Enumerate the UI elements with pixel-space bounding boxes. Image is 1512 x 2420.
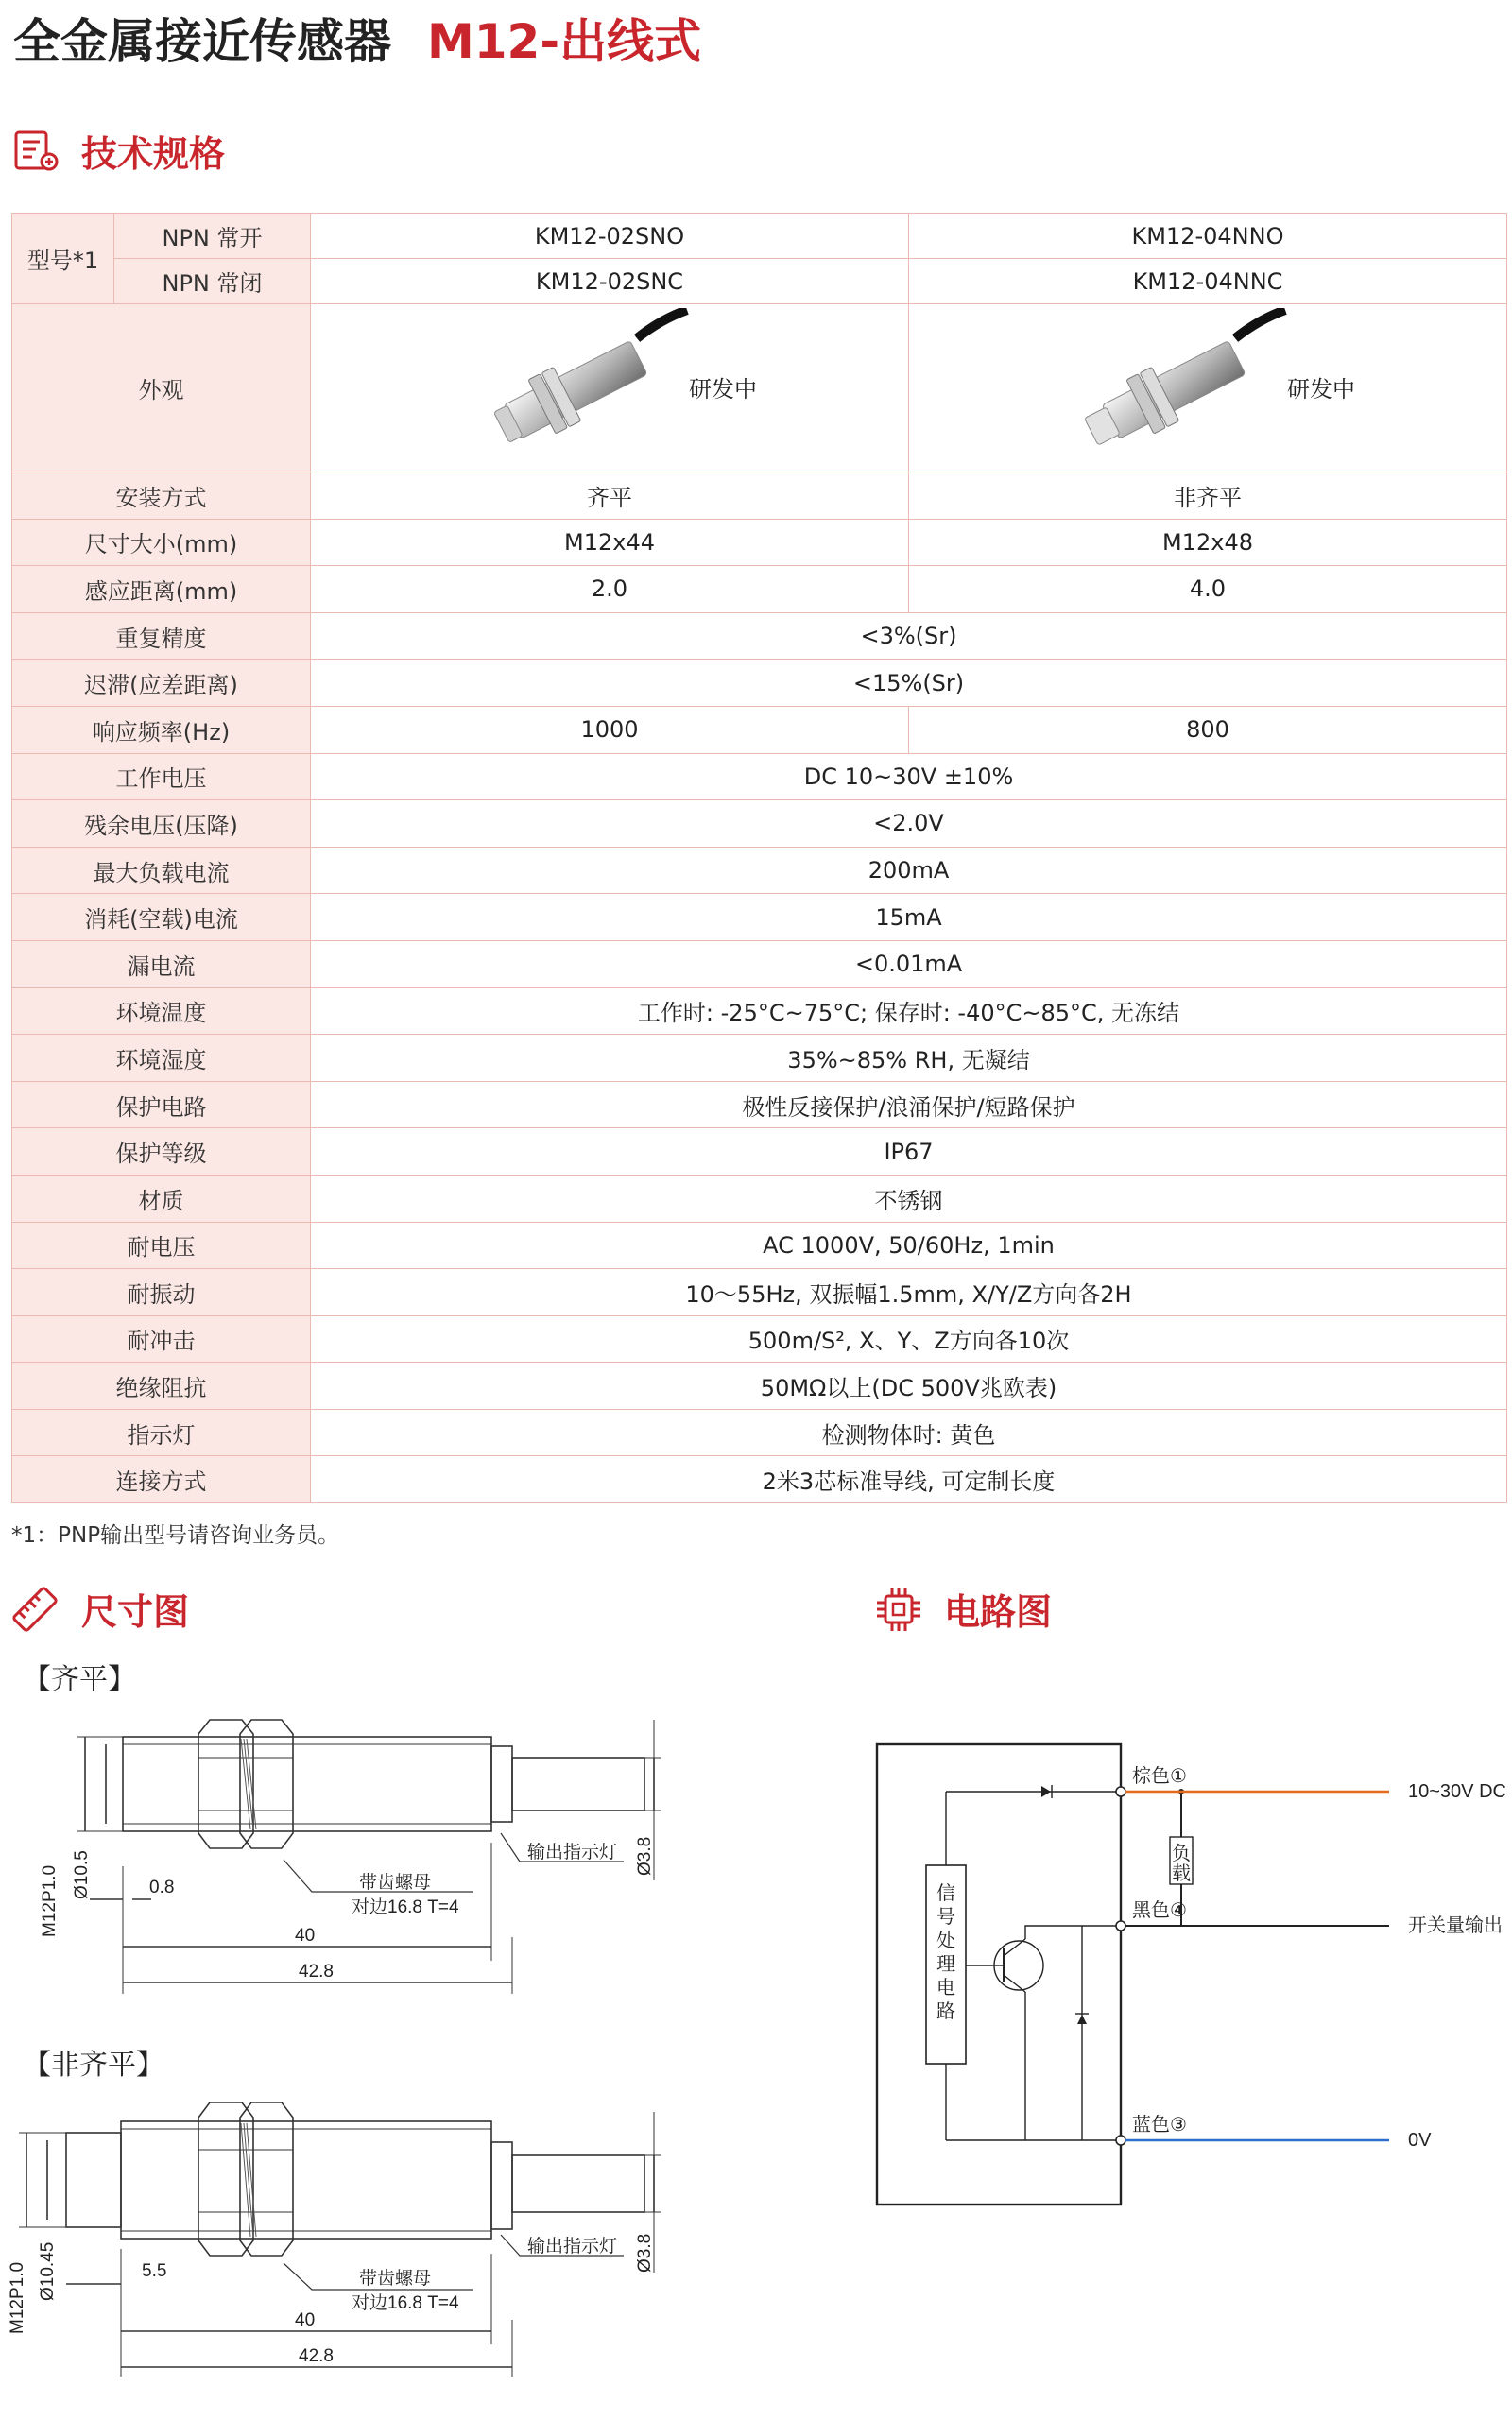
nonflush-dia-text: Ø10.45 xyxy=(38,2241,58,2301)
row-label: 环境湿度 xyxy=(12,1035,311,1082)
title-model: M12-出线式 xyxy=(427,14,702,69)
brown-label: 棕色① xyxy=(1132,1766,1187,1787)
dimension-heading-text: 尺寸图 xyxy=(81,1591,190,1633)
flush-dimension-drawing xyxy=(0,1682,850,2022)
circuit-diagram xyxy=(850,1729,1512,2221)
row-value: <15%(Sr) xyxy=(311,660,1507,707)
row-label: 材质 xyxy=(12,1175,311,1222)
row-value: DC 10~30V ±10% xyxy=(311,753,1507,800)
row-label: 保护等级 xyxy=(12,1128,311,1176)
row-insulation xyxy=(12,1363,1507,1410)
row-repeat xyxy=(12,612,1507,660)
row-label: 尺寸大小(mm) xyxy=(12,519,311,566)
black-label: 黑色④ xyxy=(1132,1900,1187,1921)
appearance-label: 外观 xyxy=(12,304,311,472)
row-value: IP67 xyxy=(311,1128,1507,1176)
model-row-no xyxy=(12,214,1507,259)
signal-char: 号 xyxy=(936,1907,955,1928)
flush-label: 【齐平】 xyxy=(23,1663,136,1696)
model-label: 型号*1 xyxy=(12,214,114,304)
load-char: 负 xyxy=(1172,1844,1191,1864)
row-value: 工作时: -25°C~75°C; 保存时: -40°C~85°C, 无冻结 xyxy=(311,987,1507,1035)
signal-char: 信 xyxy=(936,1883,955,1904)
model-col2-no: KM12-04NNO xyxy=(909,214,1507,259)
row-withstand-voltage xyxy=(12,1222,1507,1269)
row-label: 安装方式 xyxy=(12,472,311,520)
nonflush-nut1-text: 带齿螺母 xyxy=(359,2269,432,2289)
row-label: 响应频率(Hz) xyxy=(12,706,311,753)
row-value-col2: M12x48 xyxy=(909,519,1507,566)
row-label: 漏电流 xyxy=(12,940,311,987)
circuit-heading-text: 电路图 xyxy=(944,1591,1053,1633)
row-value-col1: 齐平 xyxy=(311,472,909,520)
output-label: 开关量输出 xyxy=(1408,1915,1503,1936)
row-label: 消耗(空载)电流 xyxy=(12,894,311,941)
row-value-col2: 非齐平 xyxy=(909,472,1507,520)
nonflush-len1-text: 40 xyxy=(295,2310,316,2330)
dimension-section-heading xyxy=(9,1583,189,1635)
zero-label: 0V xyxy=(1408,2130,1432,2151)
nonflush-cable-text: Ø3.8 xyxy=(635,2233,655,2273)
nonflush-offset-text: 5.5 xyxy=(142,2261,167,2281)
row-value-col2: 4.0 xyxy=(909,566,1507,613)
row-value-col1: 1000 xyxy=(311,706,909,753)
spec-heading-text: 技术规格 xyxy=(81,133,226,175)
nonflush-len2-text: 42.8 xyxy=(299,2346,334,2366)
signal-char: 路 xyxy=(936,2001,955,2022)
row-label: 重复精度 xyxy=(12,612,311,660)
appearance-col2 xyxy=(909,304,1507,472)
npn-nc-label: NPN 常闭 xyxy=(114,259,311,304)
row-residual xyxy=(12,800,1507,848)
row-value: 200mA xyxy=(311,847,1507,894)
signal-char: 电 xyxy=(936,1978,955,1999)
nonflush-sensor-image xyxy=(1070,308,1287,469)
row-temperature xyxy=(12,987,1507,1035)
flush-indicator-text: 输出指示灯 xyxy=(527,1843,618,1862)
model-col1-no: KM12-02SNO xyxy=(311,214,909,259)
appearance-col2-text: 研发中 xyxy=(1287,376,1355,403)
row-value: 15mA xyxy=(311,894,1507,941)
signal-char: 处 xyxy=(936,1931,955,1951)
row-label: 残余电压(压降) xyxy=(12,800,311,848)
row-value: 10～55Hz, 双振幅1.5mm, X/Y/Z方向各2H xyxy=(311,1269,1507,1316)
row-protection-circuit xyxy=(12,1081,1507,1128)
flush-thread-text: M12P1.0 xyxy=(40,1864,60,1937)
row-label: 耐振动 xyxy=(12,1269,311,1316)
row-value-col1: 2.0 xyxy=(311,566,909,613)
row-label: 最大负载电流 xyxy=(12,847,311,894)
row-value: 不锈钢 xyxy=(311,1175,1507,1222)
row-label: 耐冲击 xyxy=(12,1315,311,1363)
row-label: 指示灯 xyxy=(12,1409,311,1456)
row-frequency xyxy=(12,706,1507,753)
spec-table xyxy=(11,213,1507,1503)
row-label: 保护电路 xyxy=(12,1081,311,1128)
row-shock xyxy=(12,1315,1507,1363)
nonflush-indicator-text: 输出指示灯 xyxy=(527,2237,618,2257)
row-size xyxy=(12,519,1507,566)
appearance-col1-text: 研发中 xyxy=(689,376,757,403)
ruler-icon xyxy=(9,1584,60,1635)
flush-nut1-text: 带齿螺母 xyxy=(359,1873,432,1893)
row-label: 迟滞(应差距离) xyxy=(12,660,311,707)
row-value: 50MΩ以上(DC 500V兆欧表) xyxy=(311,1363,1507,1410)
row-label: 环境温度 xyxy=(12,987,311,1035)
flush-nut2-text: 对边16.8 T=4 xyxy=(352,1897,459,1917)
model-col1-nc: KM12-02SNC xyxy=(311,259,909,304)
flush-len1-text: 40 xyxy=(295,1926,316,1946)
row-max-load xyxy=(12,847,1507,894)
row-label: 感应距离(mm) xyxy=(12,566,311,613)
spec-document-icon xyxy=(13,129,60,173)
circuit-section-heading xyxy=(874,1583,1052,1635)
row-humidity xyxy=(12,1035,1507,1082)
row-value: <0.01mA xyxy=(311,940,1507,987)
row-hysteresis xyxy=(12,660,1507,707)
nonflush-nut2-text: 对边16.8 T=4 xyxy=(352,2293,459,2313)
signal-char: 理 xyxy=(936,1954,955,1975)
model-col2-nc: KM12-04NNC xyxy=(909,259,1507,304)
row-label: 连接方式 xyxy=(12,1456,311,1503)
spec-section-heading xyxy=(13,125,225,177)
page-title xyxy=(13,4,701,72)
row-value-col1: M12x44 xyxy=(311,519,909,566)
supply-label: 10~30V DC xyxy=(1408,1781,1506,1802)
row-value: 2米3芯标准导线, 可定制长度 xyxy=(311,1456,1507,1503)
row-voltage xyxy=(12,753,1507,800)
blue-label: 蓝色③ xyxy=(1132,2115,1187,2136)
row-value: <2.0V xyxy=(311,800,1507,848)
row-install xyxy=(12,472,1507,520)
row-material xyxy=(12,1175,1507,1222)
flush-cable-text: Ø3.8 xyxy=(635,1836,655,1876)
row-leakage xyxy=(12,940,1507,987)
load-char: 载 xyxy=(1172,1863,1191,1884)
nonflush-label: 【非齐平】 xyxy=(23,2049,164,2082)
row-value: <3%(Sr) xyxy=(311,612,1507,660)
row-connection xyxy=(12,1456,1507,1503)
flush-offset-text: 0.8 xyxy=(149,1878,175,1897)
appearance-col1 xyxy=(311,304,909,472)
title-main: 全金属接近传感器 xyxy=(13,14,391,69)
flush-len2-text: 42.8 xyxy=(299,1962,334,1982)
model-row-nc xyxy=(12,259,1507,304)
nonflush-thread-text: M12P1.0 xyxy=(8,2261,27,2334)
row-consumption xyxy=(12,894,1507,941)
row-value: 500m/S², X、Y、Z方向各10次 xyxy=(311,1315,1507,1363)
row-value: AC 1000V, 50/60Hz, 1min xyxy=(311,1222,1507,1269)
row-indicator xyxy=(12,1409,1507,1456)
row-ip-rating xyxy=(12,1128,1507,1176)
row-label: 耐电压 xyxy=(12,1222,311,1269)
row-value-col2: 800 xyxy=(909,706,1507,753)
appearance-row xyxy=(12,304,1507,472)
npn-no-label: NPN 常开 xyxy=(114,214,311,259)
flush-sensor-image xyxy=(472,308,689,469)
nonflush-dimension-drawing xyxy=(0,2065,850,2414)
row-label: 绝缘阻抗 xyxy=(12,1363,311,1410)
chip-icon xyxy=(874,1585,923,1634)
row-value: 检测物体时: 黄色 xyxy=(311,1409,1507,1456)
row-value: 极性反接保护/浪涌保护/短路保护 xyxy=(311,1081,1507,1128)
row-vibration xyxy=(12,1269,1507,1316)
row-distance xyxy=(12,566,1507,613)
flush-dia-text: Ø10.5 xyxy=(72,1850,92,1899)
row-label: 工作电压 xyxy=(12,753,311,800)
row-value: 35%~85% RH, 无凝结 xyxy=(311,1035,1507,1082)
footnote: *1：PNP输出型号请咨询业务员。 xyxy=(11,1523,340,1548)
